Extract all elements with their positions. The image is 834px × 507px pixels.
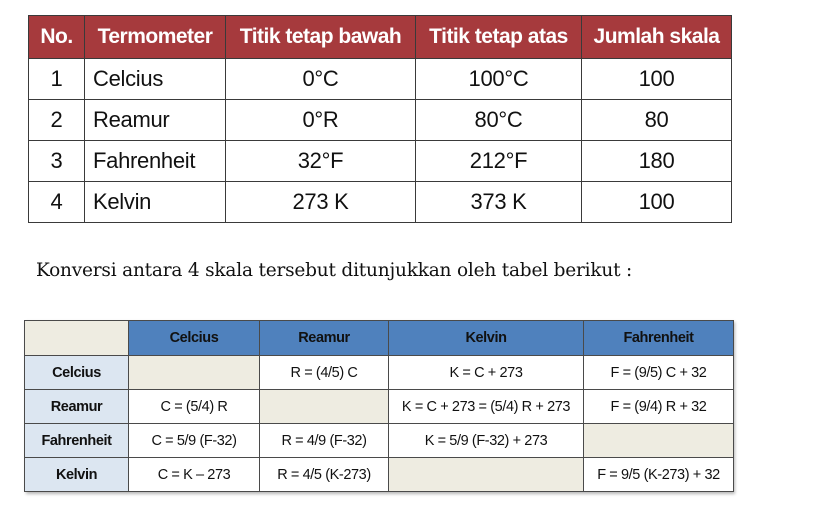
- row-titik-atas: 100°C: [416, 59, 582, 100]
- formula-cell: C = K – 273: [129, 458, 260, 492]
- row-no: 1: [29, 59, 85, 100]
- col-header-reamur: Reamur: [260, 321, 389, 356]
- row-header-celcius: Celcius: [25, 356, 129, 390]
- col-header-kelvin: Kelvin: [389, 321, 584, 356]
- formula-cell: R = 4/5 (K-273): [260, 458, 389, 492]
- row-termometer: Reamur: [85, 100, 226, 141]
- conversion-table: [24, 320, 734, 492]
- table-row: [29, 59, 732, 100]
- header-no: No.: [29, 16, 85, 59]
- table-row: [29, 182, 732, 223]
- formula-cell: F = (9/4) R + 32: [584, 390, 734, 424]
- formula-cell: [129, 356, 260, 390]
- row-jumlah-skala: 100: [582, 59, 732, 100]
- row-termometer: Celcius: [85, 59, 226, 100]
- row-titik-atas: 212°F: [416, 141, 582, 182]
- conversion-table-wrapper: [24, 320, 733, 492]
- row-header-fahrenheit: Fahrenheit: [25, 424, 129, 458]
- row-header-kelvin: Kelvin: [25, 458, 129, 492]
- row-termometer: Kelvin: [85, 182, 226, 223]
- table-row: [25, 356, 734, 390]
- header-termometer: Termometer: [85, 16, 226, 59]
- table-row: [25, 458, 734, 492]
- header-titik-bawah: Titik tetap bawah: [226, 16, 416, 59]
- table-row: [29, 100, 732, 141]
- header-jumlah-skala: Jumlah skala: [582, 16, 732, 59]
- col-header-fahrenheit: Fahrenheit: [584, 321, 734, 356]
- header-titik-atas: Titik tetap atas: [416, 16, 582, 59]
- row-termometer: Fahrenheit: [85, 141, 226, 182]
- row-no: 2: [29, 100, 85, 141]
- row-jumlah-skala: 180: [582, 141, 732, 182]
- row-jumlah-skala: 80: [582, 100, 732, 141]
- formula-cell: R = (4/5) C: [260, 356, 389, 390]
- formula-cell: R = 4/9 (F-32): [260, 424, 389, 458]
- formula-cell: C = 5/9 (F-32): [129, 424, 260, 458]
- table-row: [25, 424, 734, 458]
- formula-cell: [389, 458, 584, 492]
- formula-cell: [584, 424, 734, 458]
- conversion-intro-text: Konversi antara 4 skala tersebut ditunjukkan oleh tabel berikut :: [36, 260, 633, 281]
- table-row: [25, 390, 734, 424]
- row-titik-bawah: 32°F: [226, 141, 416, 182]
- row-titik-atas: 80°C: [416, 100, 582, 141]
- thermometer-table: [28, 15, 732, 223]
- conversion-table-header: [25, 321, 734, 356]
- formula-cell: K = C + 273 = (5/4) R + 273: [389, 390, 584, 424]
- corner-cell: [25, 321, 129, 356]
- col-header-celcius: Celcius: [129, 321, 260, 356]
- formula-cell: [260, 390, 389, 424]
- row-titik-bawah: 273 K: [226, 182, 416, 223]
- formula-cell: C = (5/4) R: [129, 390, 260, 424]
- row-titik-atas: 373 K: [416, 182, 582, 223]
- row-no: 3: [29, 141, 85, 182]
- row-titik-bawah: 0°C: [226, 59, 416, 100]
- formula-cell: K = C + 273: [389, 356, 584, 390]
- thermometer-table-header: [29, 16, 732, 59]
- formula-cell: F = (9/5) C + 32: [584, 356, 734, 390]
- table-row: [29, 141, 732, 182]
- row-header-reamur: Reamur: [25, 390, 129, 424]
- formula-cell: F = 9/5 (K-273) + 32: [584, 458, 734, 492]
- row-titik-bawah: 0°R: [226, 100, 416, 141]
- formula-cell: K = 5/9 (F-32) + 273: [389, 424, 584, 458]
- row-no: 4: [29, 182, 85, 223]
- row-jumlah-skala: 100: [582, 182, 732, 223]
